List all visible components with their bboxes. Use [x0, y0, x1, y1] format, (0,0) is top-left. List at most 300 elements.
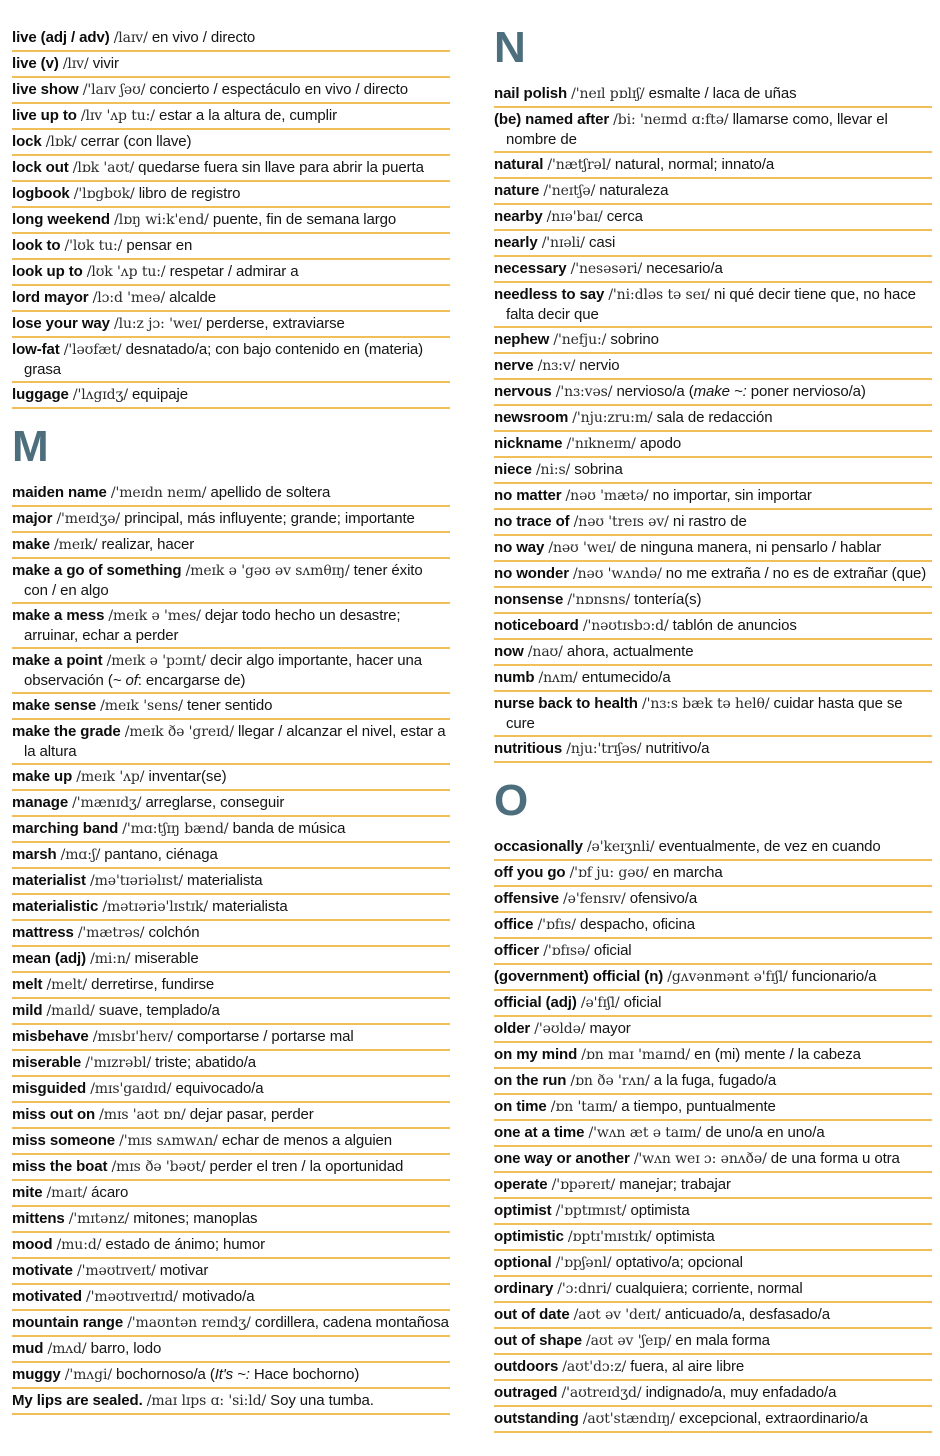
translation: ácaro [91, 1184, 129, 1201]
headword: natural [494, 156, 544, 173]
dictionary-entry [494, 510, 932, 536]
section-letter-O: O [494, 776, 530, 825]
dictionary-entry [12, 338, 450, 383]
headword: necessary [494, 260, 567, 277]
translation: naturaleza [599, 182, 669, 199]
ipa-transcription: /aʊt'stændɪŋ/ [582, 1411, 675, 1427]
ipa-transcription: /meɪk ə 'gəʊ əv sʌmθɪŋ/ [185, 563, 350, 579]
ipa-transcription: /ə'fɪʃl/ [580, 995, 620, 1011]
headword: lock [12, 133, 42, 150]
dictionary-entry [494, 1069, 932, 1095]
dictionary-entry [494, 737, 932, 763]
ipa-transcription: /'neɪl pɒlɪʃ/ [571, 86, 645, 102]
ipa-transcription: /lɪv 'ʌp tu:/ [80, 108, 155, 124]
headword: now [494, 643, 524, 660]
dictionary-entry [12, 694, 450, 720]
headword: noticeboard [494, 617, 579, 634]
headword: offensive [494, 890, 559, 907]
ipa-transcription: /lɒk/ [45, 134, 77, 150]
ipa-transcription: /melt/ [46, 977, 88, 993]
translation: esmalte / laca de uñas [648, 85, 797, 102]
dictionary-entry [12, 1285, 450, 1311]
dictionary-entry [494, 432, 932, 458]
dictionary-entry [12, 1389, 450, 1415]
dictionary-entry [494, 1277, 932, 1303]
translation: banda de música [232, 820, 346, 837]
headword: no wonder [494, 565, 569, 582]
ipa-transcription: /gʌvənmənt ə'fɪʃl/ [667, 969, 788, 985]
headword: lose your way [12, 315, 110, 332]
translation: de ninguna manera, ni pensarlo / hablar [619, 539, 882, 556]
translation: llegar / alcanzar el nivel, estar a la altura [24, 723, 446, 760]
ipa-transcription: /mɪs 'aʊt ɒn/ [99, 1107, 186, 1123]
ipa-transcription: /meɪk 'sens/ [100, 698, 183, 714]
ipa-transcription: /aʊt əv 'deɪt/ [573, 1307, 661, 1323]
ipa-transcription: /'ɒptɪmɪst/ [555, 1203, 627, 1219]
dictionary-entry [494, 939, 932, 965]
ipa-transcription: /'meɪdʒə/ [56, 511, 121, 527]
headword: make a go of something [12, 562, 182, 579]
dictionary-entry [494, 380, 932, 406]
translation: libro de registro [138, 185, 241, 202]
ipa-transcription: /'ɒpəreɪt/ [551, 1177, 616, 1193]
ipa-transcription: /nɪə'baɪ/ [546, 209, 603, 225]
headword: miss the boat [12, 1158, 108, 1175]
translation: en marcha [652, 864, 723, 881]
translation: miserable [134, 950, 199, 967]
translation: vivir [92, 55, 119, 72]
ipa-transcription: /'ɔ:dnri/ [557, 1281, 612, 1297]
translation: tablón de anuncios [672, 617, 797, 634]
dictionary-entry [12, 286, 450, 312]
dictionary-entry [12, 817, 450, 843]
headword: mud [12, 1340, 44, 1357]
translation: tontería(s) [634, 591, 702, 608]
dictionary-entry [494, 536, 932, 562]
headword: materialist [12, 872, 86, 889]
dictionary-entry [494, 328, 932, 354]
translation: mitones; manoplas [133, 1210, 258, 1227]
dictionary-entry [494, 82, 932, 108]
translation: nervioso/a (make ~: poner nervioso/a) [616, 383, 866, 400]
dictionary-entry [494, 887, 932, 913]
dictionary-entry [494, 588, 932, 614]
headword: motivated [12, 1288, 82, 1305]
dictionary-entry [12, 312, 450, 338]
translation: apodo [639, 435, 682, 452]
headword: make up [12, 768, 73, 785]
dictionary-entry [12, 973, 450, 999]
dictionary-entry [12, 604, 450, 649]
translation: manejar; trabajar [619, 1176, 731, 1193]
headword: nervous [494, 383, 552, 400]
ipa-transcription: /meɪk/ [54, 537, 98, 553]
dictionary-entry [494, 1121, 932, 1147]
translation: tener éxito con / en algo [24, 562, 423, 599]
headword: optimistic [494, 1228, 564, 1245]
translation: estado de ánimo; humor [105, 1236, 265, 1253]
ipa-transcription: /mɑ:ʃ/ [60, 847, 101, 863]
ipa-transcription: /'aʊtreɪdʒd/ [561, 1385, 642, 1401]
headword: maiden name [12, 484, 107, 501]
dictionary-entry [494, 1355, 932, 1381]
headword: lock out [12, 159, 69, 176]
translation: excepcional, extraordinario/a [678, 1410, 868, 1427]
ipa-transcription: /'nɜ:vəs/ [555, 384, 613, 400]
dictionary-entry [12, 1155, 450, 1181]
translation: necesario/a [646, 260, 723, 277]
headword: (government) official (n) [494, 968, 664, 985]
headword: niece [494, 461, 532, 478]
ipa-transcription: /'nju:zru:m/ [572, 410, 653, 426]
ipa-transcription: /maɪld/ [46, 1003, 95, 1019]
headword: mild [12, 1002, 43, 1019]
translation: optimista [630, 1202, 690, 1219]
dictionary-entry [12, 895, 450, 921]
headword: outstanding [494, 1410, 579, 1427]
dictionary-entry [12, 559, 450, 604]
headword: nutritious [494, 740, 563, 757]
headword: out of shape [494, 1332, 582, 1349]
ipa-transcription: /maɪt/ [46, 1185, 88, 1201]
ipa-transcription: /'mɪtənz/ [68, 1211, 130, 1227]
translation: no me extraña / no es de extrañar (que) [665, 565, 927, 582]
dictionary-entry [494, 692, 932, 737]
translation: echar de menos a alguien [221, 1132, 393, 1149]
dictionary-entry [494, 913, 932, 939]
headword: luggage [12, 386, 69, 403]
ipa-transcription: /nəʊ 'mætə/ [565, 488, 649, 504]
headword: occasionally [494, 838, 583, 855]
headword: make a point [12, 652, 103, 669]
translation: mayor [589, 1020, 631, 1037]
ipa-transcription: /ɒn maɪ 'maɪnd/ [581, 1047, 691, 1063]
dictionary-entry [12, 1363, 450, 1389]
ipa-transcription: /'nəʊtɪsbɔ:d/ [582, 618, 669, 634]
dictionary-entry [12, 130, 450, 156]
ipa-transcription: /'nesəsəri/ [570, 261, 643, 277]
headword: one way or another [494, 1150, 630, 1167]
headword: on the run [494, 1072, 567, 1089]
translation: inventar(se) [148, 768, 227, 785]
ipa-transcription: /mə'tɪəriəlɪst/ [90, 873, 183, 889]
headword: mite [12, 1184, 43, 1201]
ipa-transcription: /'ɒfɪsə/ [543, 943, 590, 959]
translation: motivado/a [182, 1288, 255, 1305]
dictionary-entry [494, 1147, 932, 1173]
dictionary-entry [494, 562, 932, 588]
headword: nature [494, 182, 540, 199]
column-left [12, 26, 450, 1456]
ipa-transcription: /'nɒnsns/ [567, 592, 631, 608]
ipa-transcription: /'wʌn æt ə taɪm/ [588, 1125, 702, 1141]
translation: indignado/a, muy enfadado/a [645, 1384, 837, 1401]
translation: motivar [159, 1262, 209, 1279]
dictionary-entry [494, 354, 932, 380]
ipa-transcription: /lɒŋ wi:k'end/ [114, 212, 209, 228]
ipa-transcription: /mu:d/ [56, 1237, 102, 1253]
translation: casi [588, 234, 616, 251]
column-right [494, 23, 932, 1456]
dictionary-entry [12, 234, 450, 260]
ipa-transcription: /'nɪkneɪm/ [566, 436, 636, 452]
translation: cualquiera; corriente, normal [615, 1280, 803, 1297]
translation: oficial [623, 994, 662, 1011]
translation: eventualmente, de vez en cuando [658, 838, 881, 855]
headword: miss someone [12, 1132, 116, 1149]
dictionary-entry [12, 1025, 450, 1051]
dictionary-entry [12, 260, 450, 286]
ipa-transcription: /'mɑ:tʃɪŋ bænd/ [122, 821, 229, 837]
translation: en mala forma [675, 1332, 770, 1349]
section-letter-M: M [12, 422, 50, 471]
ipa-transcription: /nju:'trɪʃəs/ [566, 741, 642, 757]
dictionary-entry [12, 26, 450, 52]
dictionary-entry [494, 257, 932, 283]
ipa-transcription: /'lʊk tu:/ [64, 238, 123, 254]
translation: ni rastro de [672, 513, 747, 530]
translation: sala de redacción [656, 409, 773, 426]
translation: cuidar hasta que se cure [506, 695, 903, 732]
translation: funcionario/a [791, 968, 877, 985]
dictionary-entry [12, 182, 450, 208]
ipa-transcription: /'maʊntən reɪndʒ/ [127, 1315, 251, 1331]
ipa-transcription: /'nɪəli/ [541, 235, 585, 251]
headword: nerve [494, 357, 534, 374]
ipa-transcription: /lɔ:d 'meə/ [92, 290, 166, 306]
headword: make [12, 536, 50, 553]
headword: marching band [12, 820, 119, 837]
headword: misbehave [12, 1028, 89, 1045]
dictionary-entry [494, 153, 932, 179]
translation: arreglarse, conseguir [145, 794, 285, 811]
ipa-transcription: /'ɒfɪs/ [537, 917, 576, 933]
ipa-transcription: /mɪsbɪ'heɪv/ [92, 1029, 173, 1045]
headword: motivate [12, 1262, 73, 1279]
headword: mood [12, 1236, 53, 1253]
translation: perder el tren / la oportunidad [209, 1158, 404, 1175]
headword: live up to [12, 107, 77, 124]
dictionary-entry [12, 104, 450, 130]
translation: estar a la altura de, cumplir [158, 107, 338, 124]
translation: comportarse / portarse mal [176, 1028, 354, 1045]
dictionary-entry [494, 458, 932, 484]
translation: principal, más influyente; grande; importante [124, 510, 415, 527]
dictionary-entry [494, 1381, 932, 1407]
ipa-transcription: /laɪv/ [113, 30, 148, 46]
dictionary-entry [494, 1251, 932, 1277]
ipa-transcription: /meɪk ðə 'greɪd/ [124, 724, 234, 740]
translation: sobrina [574, 461, 623, 478]
dictionary-entry [494, 283, 932, 328]
translation: sobrino [610, 331, 659, 348]
headword: nurse back to health [494, 695, 638, 712]
translation: dejar pasar, perder [189, 1106, 314, 1123]
ipa-transcription: /mɪs ðə 'bəʊt/ [111, 1159, 206, 1175]
ipa-transcription: /aʊt əv 'ʃeɪp/ [586, 1333, 672, 1349]
headword: optional [494, 1254, 552, 1271]
headword: live (v) [12, 55, 59, 72]
ipa-transcription: /lɒk 'aʊt/ [72, 160, 135, 176]
dictionary-entry [12, 999, 450, 1025]
ipa-transcription: /mʌd/ [47, 1341, 87, 1357]
headword: manage [12, 794, 69, 811]
ipa-transcription: /'ɒf ju: gəʊ/ [569, 865, 649, 881]
ipa-transcription: /'ni:dləs tə seɪ/ [608, 287, 710, 303]
translation: perderse, extraviarse [206, 315, 345, 332]
dictionary-entry [494, 1303, 932, 1329]
ipa-transcription: /'wʌn weɪ ɔ: ənʌðə/ [633, 1151, 767, 1167]
headword: lord mayor [12, 289, 89, 306]
headword: make a mess [12, 607, 105, 624]
dictionary-entry [12, 869, 450, 895]
translation: cordillera, cadena montañosa [254, 1314, 449, 1331]
translation: alcalde [169, 289, 217, 306]
headword: newsroom [494, 409, 569, 426]
headword: optimist [494, 1202, 552, 1219]
headword: no trace of [494, 513, 570, 530]
translation: Soy una tumba. [270, 1392, 374, 1409]
headword: mean (adj) [12, 950, 87, 967]
headword: office [494, 916, 534, 933]
headword: mattress [12, 924, 74, 941]
dictionary-entry [494, 231, 932, 257]
ipa-transcription: /'lɒgbʊk/ [73, 186, 135, 202]
translation: materialista [187, 872, 263, 889]
ipa-transcription: /nəʊ 'treɪs əv/ [573, 514, 669, 530]
translation: pantano, ciénaga [104, 846, 218, 863]
translation: entumecido/a [581, 669, 671, 686]
headword: My lips are sealed. [12, 1392, 143, 1409]
headword: look to [12, 237, 61, 254]
ipa-transcription: /'ɒpʃənl/ [555, 1255, 612, 1271]
ipa-transcription: /maɪ lɪps ɑ: 'si:ld/ [146, 1393, 267, 1409]
ipa-transcription: /ɒptɪ'mɪstɪk/ [567, 1229, 652, 1245]
dictionary-entry [494, 614, 932, 640]
translation: a la fuga, fugado/a [653, 1072, 777, 1089]
dictionary-entry [494, 640, 932, 666]
ipa-transcription: /'mɪzrəbl/ [85, 1055, 152, 1071]
headword: on my mind [494, 1046, 578, 1063]
dictionary-entry [12, 791, 450, 817]
headword: numb [494, 669, 535, 686]
dictionary-entry [494, 108, 932, 153]
headword: live show [12, 81, 79, 98]
headword: outraged [494, 1384, 558, 1401]
ipa-transcription: /'ləʊfæt/ [63, 342, 122, 358]
ipa-transcription: /nəʊ 'weɪ/ [548, 540, 616, 556]
translation: quedarse fuera sin llave para abrir la puerta [138, 159, 424, 176]
translation: no importar, sin importar [652, 487, 812, 504]
dictionary-entry [12, 1207, 450, 1233]
dictionary-entry [494, 861, 932, 887]
translation: a tiempo, puntualmente [621, 1098, 776, 1115]
headword: off you go [494, 864, 566, 881]
ipa-transcription: /'meɪdn neɪm/ [110, 485, 207, 501]
translation: de una forma u otra [770, 1150, 900, 1167]
ipa-transcription: /meɪk ə 'mes/ [108, 608, 201, 624]
headword: misguided [12, 1080, 87, 1097]
dictionary-entry [12, 533, 450, 559]
headword: nephew [494, 331, 550, 348]
headword: nearby [494, 208, 543, 225]
headword: nearly [494, 234, 538, 251]
headword: melt [12, 976, 43, 993]
translation: dejar todo hecho un desastre; arruinar, echar a perder [24, 607, 401, 644]
ipa-transcription: /'nefju:/ [553, 332, 607, 348]
ipa-transcription: /mətɪəriə'lɪstɪk/ [102, 899, 209, 915]
translation: anticuado/a, desfasado/a [664, 1306, 830, 1323]
ipa-transcription: /nʌm/ [538, 670, 578, 686]
headword: nonsense [494, 591, 564, 608]
headword: long weekend [12, 211, 110, 228]
headword: low-fat [12, 341, 60, 358]
translation: bochornoso/a (It's ~: Hace bochorno) [116, 1366, 360, 1383]
ipa-transcription: /'mɪs sʌmwʌn/ [119, 1133, 218, 1149]
dictionary-entry [494, 1095, 932, 1121]
dictionary-entry [12, 947, 450, 973]
headword: major [12, 510, 53, 527]
ipa-transcription: /nəʊ 'wʌndə/ [573, 566, 662, 582]
translation: cerrar (con llave) [80, 133, 192, 150]
ipa-transcription: /ɒn 'taɪm/ [550, 1099, 618, 1115]
ipa-transcription: /naʊ/ [527, 644, 563, 660]
headword: materialistic [12, 898, 99, 915]
dictionary-entry [494, 1173, 932, 1199]
headword: no matter [494, 487, 562, 504]
headword: make the grade [12, 723, 121, 740]
ipa-transcription: /'laɪv ʃəʊ/ [82, 82, 146, 98]
dictionary-entry [494, 406, 932, 432]
translation: derretirse, fundirse [91, 976, 215, 993]
headword: nail polish [494, 85, 568, 102]
ipa-transcription: /'nætʃrəl/ [547, 157, 611, 173]
dictionary-entry [12, 383, 450, 409]
translation: suave, templado/a [98, 1002, 220, 1019]
headword: ordinary [494, 1280, 554, 1297]
headword: miserable [12, 1054, 82, 1071]
dictionary-entry [12, 921, 450, 947]
dictionary-entry [12, 208, 450, 234]
ipa-transcription: /meɪk 'ʌp/ [76, 769, 145, 785]
headword: older [494, 1020, 531, 1037]
dictionary-entry [494, 965, 932, 991]
headword: muggy [12, 1366, 61, 1383]
dictionary-entry [12, 1337, 450, 1363]
translation: en vivo / directo [151, 29, 256, 46]
ipa-transcription: /'əʊldə/ [534, 1021, 586, 1037]
translation: desnatado/a; con bajo contenido en (materia) grasa [24, 341, 424, 378]
translation: oficial [593, 942, 632, 959]
translation: ofensivo/a [629, 890, 698, 907]
ipa-transcription: /'mætrəs/ [77, 925, 145, 941]
headword: make sense [12, 697, 97, 714]
ipa-transcription: /lɪv/ [62, 56, 89, 72]
ipa-transcription: /ə'keɪʒnli/ [586, 839, 655, 855]
translation: llamarse como, llevar el nombre de [506, 111, 888, 148]
dictionary-entry [494, 1017, 932, 1043]
translation: en (mi) mente / la cabeza [694, 1046, 861, 1063]
headword: mittens [12, 1210, 65, 1227]
translation: concierto / espectáculo en vivo / directo [149, 81, 408, 98]
dictionary-entry [12, 1233, 450, 1259]
ipa-transcription: /lu:z jɔ: 'weɪ/ [114, 316, 202, 332]
translation: respetar / admirar a [169, 263, 299, 280]
translation: triste; abatido/a [155, 1054, 257, 1071]
ipa-transcription: /'məʊtɪveɪt/ [76, 1263, 156, 1279]
dictionary-entry [12, 1181, 450, 1207]
headword: officer [494, 942, 540, 959]
